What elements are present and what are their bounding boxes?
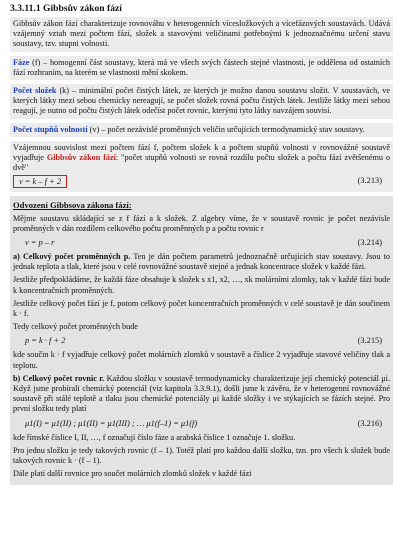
derivation-heading: Odvození Gibbsova zákona fází: [13, 200, 132, 211]
variables-text: Ten je dán počtem parametrů jednoznačně určujících stav soustavy. Jsou to jednak teplota a tlak, které jsou v celé rovnovážné soustavě stejné a jednak koncentrace složek v každé fázi. [13, 252, 390, 272]
components-definition [10, 84, 393, 119]
variables-paragraph [13, 252, 390, 272]
roman-numerals-note: kde římské číslice I, II, …, f označují číslo fáze a arabská číslice 1 označuje 1. složku. [13, 432, 296, 442]
degrees-symbol: (v) [89, 124, 100, 134]
phase-definition [10, 56, 393, 80]
equation-number: (3.213) [357, 176, 382, 186]
final-paragraph: Dále platí další rovnice pro součet molárních zlomků složek v každé fázi [13, 469, 252, 479]
equation-text: v = p – r [25, 238, 55, 248]
intro-text: Gibbsův zákon fází charakterizuje rovnováhu v heterogenních vícesložkových a vícefázových soustavách. Udává vzájemný vztah mezi počtem fází, složek a stavovými veličinami potřebnými k jednoznačnému určení stavu soustavy, tzv. stupni volnosti. [13, 19, 390, 49]
equation-3-215 [13, 335, 390, 347]
equations-label: b) Celkový počet rovnic r. [13, 373, 105, 383]
phase-term: Fáze [13, 57, 30, 67]
gibbs-law-paragraph [10, 141, 393, 193]
components-term: Počet složek [13, 86, 57, 96]
equation-number: (3.214) [357, 238, 382, 248]
components-definition-text: – minimální počet čistých látek, ze kterých je možno danou soustavu složit. V soustavách, ve kterých látky mezi sebou chemicky nereagují, se počet složek rovná počtu čistých látek. Jestliže látky mezi sebou reagují, je nutno od počtu čistých látek odečíst počet rovnic, kterými tyto látky navzájem souvisí. [13, 86, 391, 116]
equations-paragraph [13, 374, 390, 415]
derivation-section [10, 196, 393, 484]
concentration-paragraph: Jestliže celkový počet fází je f, potom celkový počet koncentračních proměnných v celé soustavě je dán součinem k · f. [13, 298, 390, 319]
product-explanation: kde součin k · f vyjadřuje celkový počet molárních zlomků v soustavě a číslice 2 vyjadřuje stavové veličiny tlak a teplotu. [13, 350, 390, 370]
phase-symbol: (f) [32, 57, 41, 67]
phase-definition-text: – homogenní část soustavy, která má ve všech svých částech stejné vlastnosti, je oddělena od ostatních fází rozhraním, na kterém se vlastnosti mění skokem. [13, 57, 391, 77]
degrees-definition-text: – počet nezávislé proměnných veličin určujících termodynamický stav soustavy. [99, 124, 365, 134]
equation-3-216 [13, 418, 390, 430]
variables-label: a) Celkový počet proměnných p. [13, 252, 131, 262]
derivation-intro: Mějme soustavu skládající se z f fází a k složek. Z algebry víme, že v soustavě rovnic je počet nezávisle proměnných v dán rozdílem celkového počtu proměnných p a počtu rovnic r [13, 213, 390, 233]
gibbs-law-intro: Vzájemnou souvislost mezi počtem fází f, počtem složek k a počtem stupňů volnosti v rovnovážné soustavě vyjadřuje [13, 142, 390, 163]
gibbs-law-quote: : "počet stupňů volnosti se rovná rozdílu počtu složek a počtu fází zvětšenému o dvě" [13, 153, 390, 173]
equation-count-paragraph: Pro jednu složku je tedy takových rovnic (f – 1). Totéž platí pro každou další složku, tzn. pro všech k složek bude takových rovnic k · (f – 1). [13, 445, 390, 466]
equation-3-214 [13, 237, 390, 249]
total-variables-paragraph: Tedy celkový počet proměnných bude [13, 322, 138, 332]
degrees-term: Počet stupňů volnosti [13, 124, 88, 134]
gibbs-law-term: Gibbsův zákon fází [46, 153, 116, 163]
equation-text: p = k · f + 2 [25, 336, 66, 346]
framed-equation: v = k – f + 2 [13, 175, 67, 188]
equation-number: (3.215) [357, 336, 382, 346]
components-symbol: (k) [59, 86, 69, 96]
mole-fraction-paragraph: Jestliže předpokládáme, že každá fáze obsahuje k složek s x1, x2, …, xk molárními zlomky, tak v každé fázi bude k koncentračních proměnných. [13, 275, 390, 295]
equation-3-213 [13, 175, 390, 187]
degrees-definition [10, 123, 393, 137]
equation-text: μ1(I) = μ1(II) ; μ1(II) = μ1(III) ; … μ1(f–1) = μ1(f) [25, 418, 198, 428]
section-heading: 3.3.11.1 Gibbsův zákon fází [10, 3, 122, 14]
intro-paragraph [10, 17, 393, 52]
equations-text: Každou složku v soustavě termodynamicky charakterizuje její chemický potenciál μi. Když jsme probírali chemický potenciál (viz kapitola 3.3.9.1), došli jsme k závěru, že v heterogenní rovnovážné soustavě při stálé teplotě a tlaku jsou chemické potenciály μi každé složky i ve stýkajících se fázích stejné. Pro první složku tedy platí [13, 373, 390, 414]
equation-number: (3.216) [357, 418, 382, 428]
